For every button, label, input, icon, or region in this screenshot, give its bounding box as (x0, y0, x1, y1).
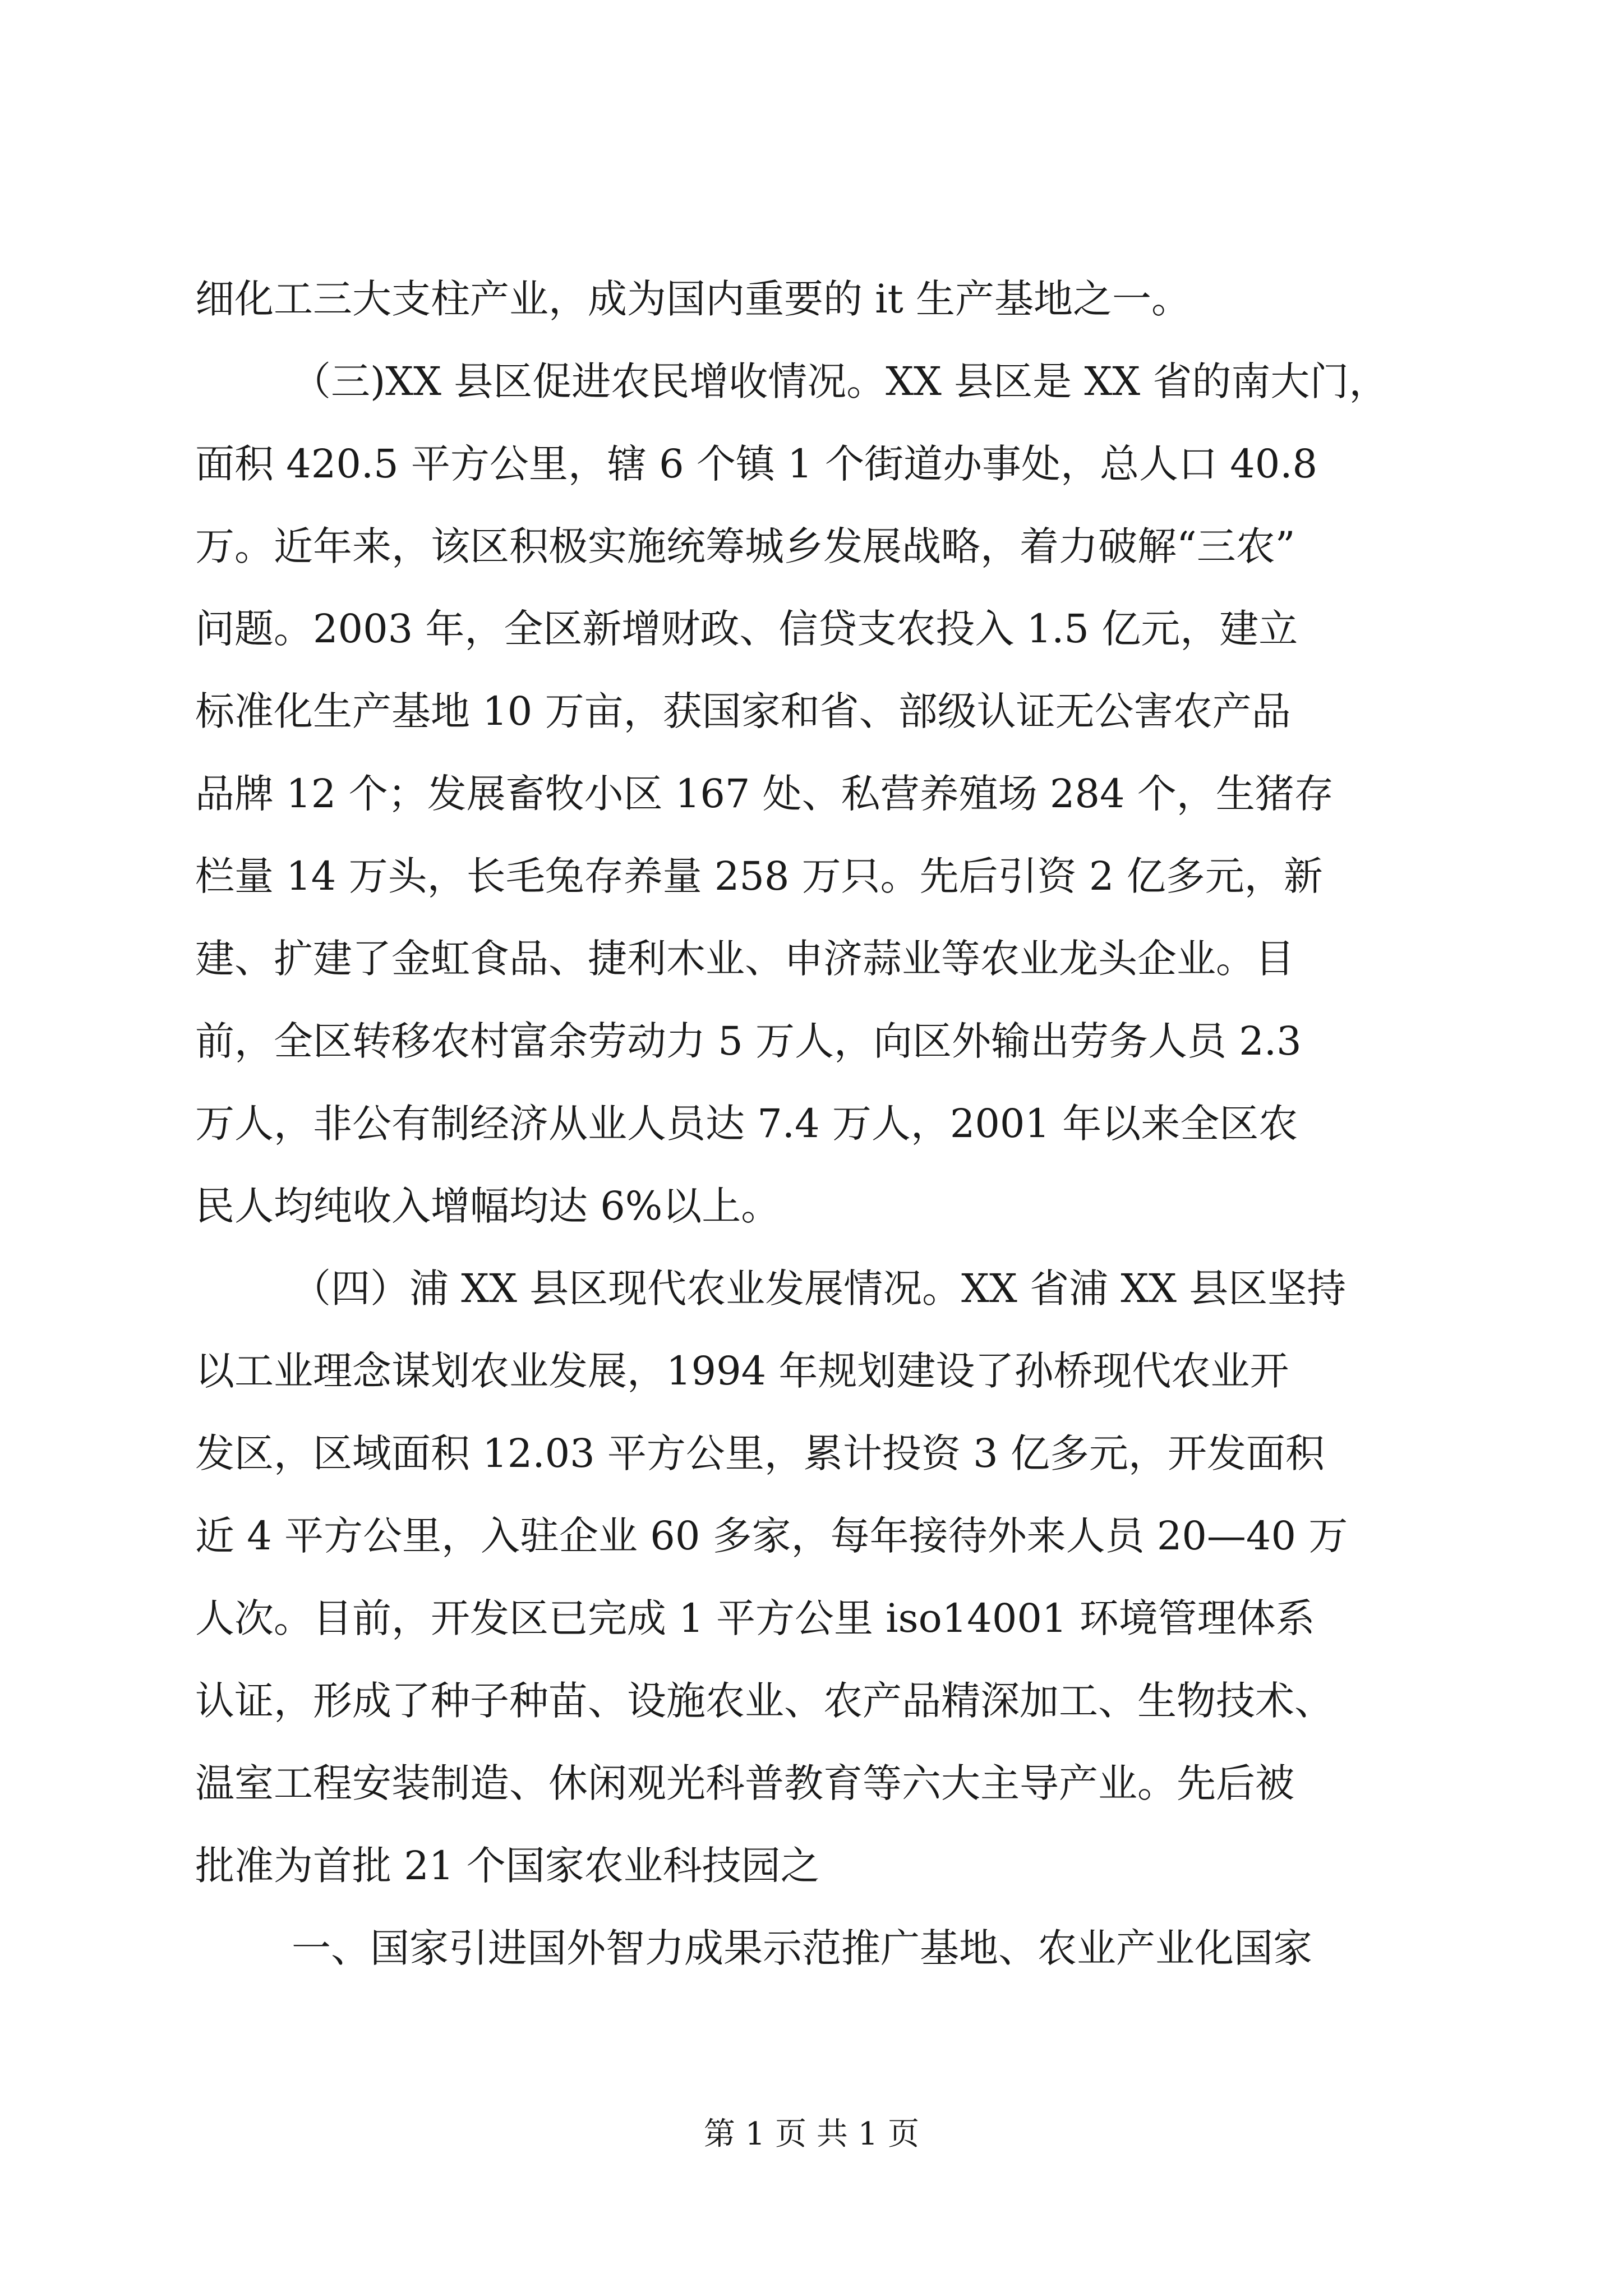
line-text: 面积 420.5 平方公里，辖 6 个镇 1 个街道办事处，总人口 40.8 (195, 441, 1318, 487)
line-text: 前，全区转移农村富余劳动力 5 万人，向区外输出劳务人员 2.3 (195, 1018, 1302, 1064)
text-line (0, 1758, 1623, 1809)
text-line (0, 851, 1623, 901)
text-line (0, 1923, 1623, 1973)
line-text: 发区，区域面积 12.03 平方公里，累计投资 3 亿多元，开发面积 (195, 1430, 1325, 1476)
text-line (0, 686, 1623, 737)
line-text: 以工业理念谋划农业发展，1994 年规划建设了孙桥现代农业开 (195, 1348, 1289, 1394)
line-text: 栏量 14 万头，长毛兔存养量 258 万只。先后引资 2 亿多元，新 (195, 853, 1323, 899)
line-text: 人次。目前，开发区已完成 1 平方公里 iso14001 环境管理体系 (195, 1595, 1315, 1641)
text-line (0, 1181, 1623, 1231)
text-line (0, 769, 1623, 819)
line-text: 温室工程安装制造、休闲观光科普教育等六大主导产业。先后被 (195, 1760, 1294, 1806)
text-line (0, 1841, 1623, 1891)
text-line (0, 439, 1623, 489)
text-line (0, 1098, 1623, 1149)
text-line (0, 604, 1623, 654)
text-line (0, 274, 1623, 324)
line-text: 细化工三大支柱产业，成为国内重要的 it 生产基地之一。 (195, 276, 1191, 322)
line-text: 近 4 平方公里，入驻企业 60 多家，每年接待外来人员 20—40 万 (195, 1513, 1348, 1559)
text-line (0, 1016, 1623, 1066)
line-text: （四）浦 XX 县区现代农业发展情况。XX 省浦 XX 县区坚持 (292, 1266, 1347, 1312)
line-text: 品牌 12 个；发展畜牧小区 167 处、私营养殖场 284 个，生猪存 (195, 771, 1334, 817)
text-line (0, 1346, 1623, 1396)
text-line (0, 1593, 1623, 1644)
line-text: 民人均纯收入增幅均达 6%以上。 (195, 1183, 781, 1229)
line-text: 万人，非公有制经济从业人员达 7.4 万人，2001 年以来全区农 (195, 1101, 1298, 1147)
text-line (0, 356, 1623, 407)
line-text: 建、扩建了金虹食品、捷利木业、申济蒜业等农业龙头企业。目 (195, 936, 1294, 982)
page-footer: 第 1 页 共 1 页 (703, 2116, 920, 2152)
text-line (0, 1511, 1623, 1561)
line-text: 认证，形成了种子种苗、设施农业、农产品精深加工、生物技术、 (195, 1678, 1334, 1724)
line-text: （三)XX 县区促进农民增收情况。XX 县区是 XX 省的南大门， (292, 358, 1389, 404)
text-line (0, 1263, 1623, 1314)
text-line (0, 521, 1623, 572)
line-text: 问题。2003 年，全区新增财政、信贷支农投入 1.5 亿元，建立 (195, 606, 1298, 652)
line-text: 标准化生产基地 10 万亩，获国家和省、部级认证无公害农产品 (195, 688, 1291, 734)
line-text: 批准为首批 21 个国家农业科技园之 (195, 1843, 820, 1889)
text-line (0, 1428, 1623, 1479)
text-line (0, 933, 1623, 984)
line-text: 一、国家引进国外智力成果示范推广基地、农业产业化国家 (292, 1925, 1312, 1971)
text-line (0, 1676, 1623, 1726)
line-text: 万。近年来，该区积极实施统筹城乡发展战略，着力破解“三农” (195, 523, 1295, 569)
